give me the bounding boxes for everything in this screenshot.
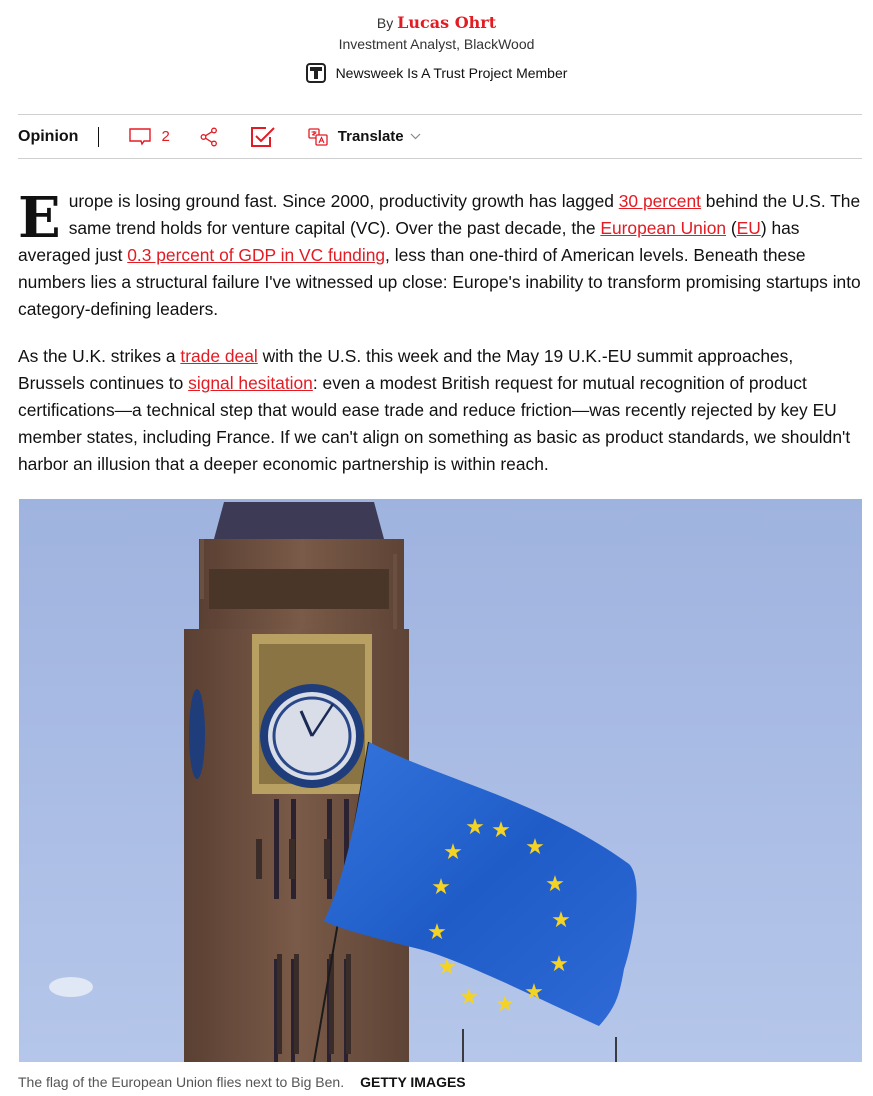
trust-project-badge[interactable]: [0, 63, 873, 83]
article-body: [18, 185, 864, 498]
translate-button[interactable]: [308, 128, 421, 146]
image-caption: [18, 1073, 466, 1091]
share-icon: [200, 127, 218, 147]
link-signal-hesitation[interactable]: signal hesitation: [188, 373, 313, 393]
translate-icon: [308, 128, 328, 146]
link-vc-funding[interactable]: 0.3 percent of GDP in VC funding: [127, 245, 386, 265]
link-eu[interactable]: EU: [736, 218, 761, 238]
link-trade-deal[interactable]: trade deal: [180, 346, 258, 366]
byline: [0, 12, 873, 54]
article-toolbar: [18, 114, 862, 159]
caption-text: The flag of the European Union flies next to Big Ben.: [18, 1074, 345, 1090]
text: behind the U.S. The same trend holds for venture capital (VC). Over the past decade, the: [68, 191, 861, 238]
save-button[interactable]: [250, 126, 276, 148]
svg-text:★: ★: [524, 980, 544, 1005]
translate-label: Translate: [337, 128, 404, 145]
svg-text:★: ★: [437, 955, 457, 980]
paragraph-1: [18, 185, 864, 323]
svg-text:★: ★: [551, 908, 571, 933]
trust-project-icon: [306, 63, 326, 83]
chevron-down-icon: [410, 133, 421, 140]
svg-text:★: ★: [495, 992, 515, 1017]
text: : even a modest British request for mutual recognition of product certifications—a technical step that would ease trade and reduce friction—was recently rejected by key EU member states, including France. If we can't align on something as basic as product standards, we shouldn't harbor an illusion that a deeper economic partnership is within reach.: [18, 373, 851, 474]
paragraph-2: [18, 343, 864, 478]
by-prefix: By: [376, 15, 394, 31]
svg-text:★: ★: [431, 875, 451, 900]
big-ben-eu-flag-illustration: [19, 499, 862, 1062]
comments-button[interactable]: [129, 128, 169, 146]
text: urope is losing ground fast. Since 2000, productivity growth has lagged: [68, 191, 619, 211]
section-label[interactable]: Opinion: [18, 127, 79, 145]
trust-project-label: Newsweek Is A Trust Project Member: [335, 65, 568, 81]
author-role: Investment Analyst, BlackWood: [338, 36, 535, 52]
share-button[interactable]: [200, 127, 218, 147]
svg-text:★: ★: [459, 985, 479, 1010]
comment-icon: [129, 128, 151, 146]
text: , less than one-third of American levels. Beneath these numbers lies a structural failure I've witnessed up close: Europe's inability to transform promising startups into category-defining leaders.: [18, 245, 861, 319]
author-link[interactable]: Lucas Ohrt: [397, 13, 497, 32]
text: with the U.S. this week and the May 19 U.K.-EU summit approaches, Brussels continues to: [18, 346, 794, 393]
drop-cap: E: [18, 185, 61, 251]
text: ) has averaged just: [18, 218, 800, 265]
comment-count: 2: [161, 128, 170, 145]
svg-text:★: ★: [491, 818, 511, 843]
link-european-union[interactable]: European Union: [600, 218, 727, 238]
link-30-percent[interactable]: 30 percent: [618, 191, 701, 211]
svg-text:★: ★: [549, 952, 569, 977]
svg-text:★: ★: [525, 835, 545, 860]
author-row: [0, 12, 873, 34]
text: As the U.K. strikes a: [18, 346, 181, 366]
svg-text:★: ★: [427, 920, 447, 945]
image-credit: GETTY IMAGES: [360, 1074, 466, 1090]
text: (: [726, 218, 737, 238]
svg-text:★: ★: [545, 872, 565, 897]
svg-text:★: ★: [465, 815, 485, 840]
toolbar-divider: [98, 127, 99, 147]
svg-text:★: ★: [443, 840, 463, 865]
article-image[interactable]: [19, 499, 862, 1062]
save-checkbox-icon: [250, 126, 276, 148]
